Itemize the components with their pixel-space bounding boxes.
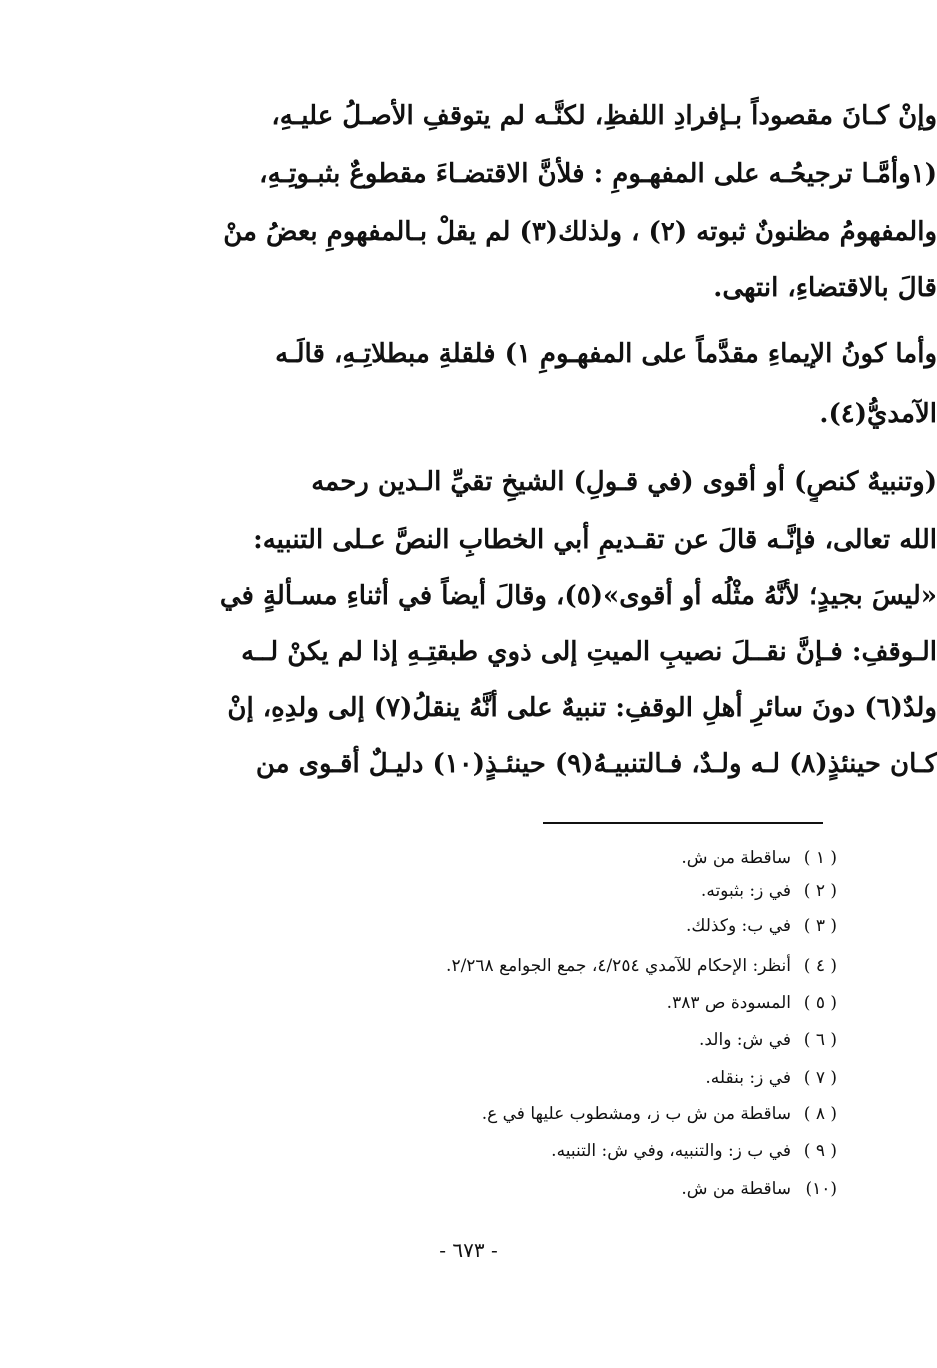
footnote-text: في ز: بثبوته. bbox=[700, 881, 791, 901]
footnote-text: في ب: وكذلك. bbox=[686, 916, 791, 936]
footnote-10 bbox=[681, 1176, 837, 1202]
footnote-2 bbox=[701, 878, 837, 904]
body-line-11: ولدٌ(٦) دونَ سائرِ أهلِ الوقفِ: تنبيهٌ على أنَّهُ ينقلُ(٧) إلى ولدِهِ، إنْ bbox=[227, 693, 937, 723]
footnote-text: ساقطة من ش ب ز، ومشطوب عليها في ع. bbox=[481, 1104, 791, 1124]
footnote-text: أنظر: الإحكام للآمدي ٤/٢٥٤، جمع الجوامع ٢/٢٦٨. bbox=[446, 956, 791, 976]
footnote-number: ( ٢ ) bbox=[803, 881, 837, 901]
body-line-7: (وتنبيهٌ كنصٍ) أو أقوى (في قـولِ) الشيخِ تقيِّ الـدين رحمه bbox=[311, 467, 937, 497]
footnote-7 bbox=[705, 1065, 837, 1091]
footnote-number: ( ١ ) bbox=[803, 848, 837, 868]
footnote-6 bbox=[699, 1027, 837, 1053]
footnote-5 bbox=[667, 990, 837, 1016]
footnote-text: ساقطة من ش. bbox=[681, 848, 791, 868]
body-line-5: وأما كونُ الإيماءِ مقدَّماً على المفهـومِ ١) فلقلةِ مبطلاتِـهِ، قالَـه bbox=[275, 339, 937, 369]
footnote-number: ( ٥ ) bbox=[803, 993, 837, 1013]
footnote-4 bbox=[446, 953, 837, 979]
footnote-text: ساقطة من ش. bbox=[681, 1179, 791, 1199]
footnote-1 bbox=[681, 845, 837, 871]
footnote-text: في ش: والد. bbox=[698, 1030, 791, 1050]
body-line-4: قالَ بالاقتضاءِ، انتهى. bbox=[713, 273, 937, 303]
footnote-number: ( ٧ ) bbox=[803, 1068, 837, 1088]
body-line-2: (١وأمَّـا ترجيحُـه على المفهـومِ : فلأنَّ الاقتضـاءَ مقطوعٌ بثبـوتِـهِ، bbox=[259, 159, 937, 189]
body-line-3: والمفهومُ مظنونٌ ثبوته (٢) ، ولذلك(٣) لم يقلْ بـالمفهومِ بعضُ منْ bbox=[223, 217, 937, 247]
body-line-9: «ليسَ بجيدٍ؛ لأنَّهُ مثْلُه أو أقوى»(٥)، وقالَ أيضاً في أثناءِ مسـألةٍ في bbox=[219, 581, 937, 611]
footnote-number: ( ٣ ) bbox=[803, 916, 837, 936]
body-line-6: الآمديُّ(٤). bbox=[819, 399, 937, 429]
footnote-number: ( ٨ ) bbox=[803, 1104, 837, 1124]
footnote-text: المسودة ص ٣٨٣. bbox=[666, 993, 791, 1013]
footnote-number: (١٠) bbox=[805, 1179, 837, 1199]
body-line-12: كـان حينئذٍ(٨) لـه ولـدٌ، فـالتنبيـهُ(٩) حينئـذٍ(١٠) دليـلٌ أقـوى من bbox=[255, 749, 937, 779]
body-line-8: الله تعالى، فإنَّـه قالَ عن تقـديمِ أبي الخطابِ النصَّ عـلى التنبيه: bbox=[253, 525, 937, 555]
footnote-number: ( ٤ ) bbox=[803, 956, 837, 976]
footnote-text: في ب ز: والتنبيه، وفي ش: التنبيه. bbox=[551, 1141, 791, 1161]
body-line-10: الـوقفِ: فـإنَّ نقــلَ نصيبِ الميتِ إلى ذوي طبقتِـهِ إذا لم يكنْ لــه bbox=[241, 637, 937, 667]
footnote-text: في ز: بنقله. bbox=[705, 1068, 791, 1088]
footnote-8 bbox=[482, 1101, 837, 1127]
page-number: - ٦٧٣ - bbox=[439, 1238, 498, 1262]
body-line-1: وإنْ كـانَ مقصوداً بـإفرادِ اللفظِ، لكنَّـه لم يتوقفِ الأصـلُ عليـهِ، bbox=[271, 101, 937, 131]
footnote-9 bbox=[551, 1138, 837, 1164]
footnote-number: ( ٩ ) bbox=[803, 1141, 837, 1161]
footnote-number: ( ٦ ) bbox=[803, 1030, 837, 1050]
footnote-3 bbox=[686, 913, 837, 939]
footnote-divider bbox=[543, 822, 823, 824]
